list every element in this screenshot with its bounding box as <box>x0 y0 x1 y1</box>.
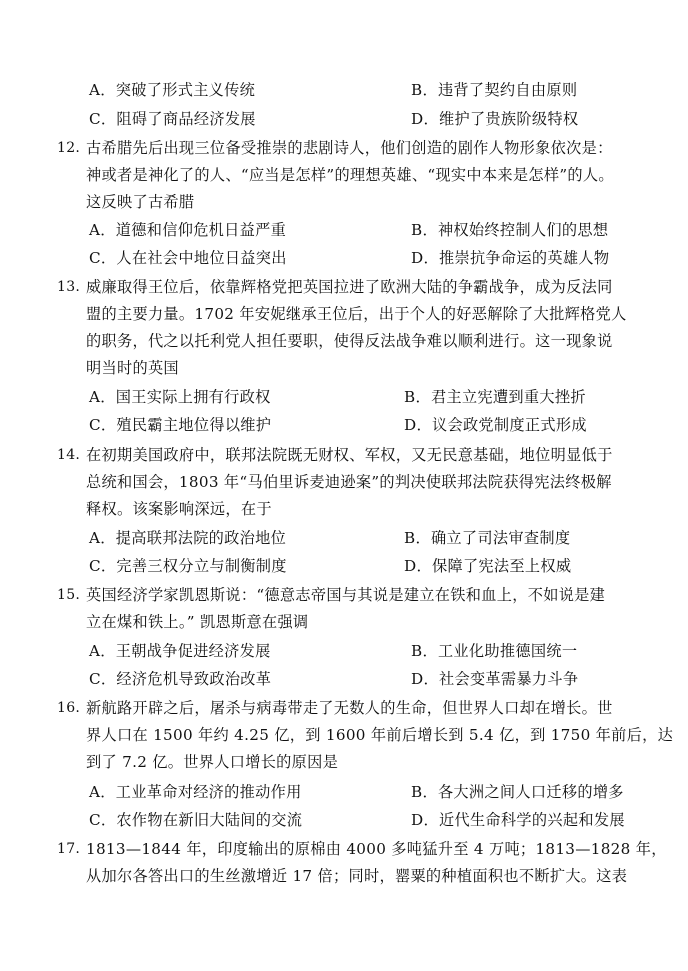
q12-option-b[interactable]: B．神权始终控制人们的思想 <box>411 221 609 239</box>
q15-option-c[interactable]: C．经济危机导致政治改革 <box>89 670 272 688</box>
q13-option-d[interactable]: D．议会政党制度正式形成 <box>404 416 587 434</box>
q12-stem-line-2: 神或者是神化了的人、“应当是怎样”的理想英雄、“现实中本来是怎样”的人。 <box>86 166 614 184</box>
q11-option-b[interactable]: B．违背了契约自由原则 <box>411 81 578 99</box>
q12-stem-line-3: 这反映了古希腊 <box>86 193 195 211</box>
q14-stem-line-1: 在初期美国政府中，联邦法院既无财权、军权，又无民意基础，地位明显低于 <box>86 446 613 464</box>
q14-option-c[interactable]: C．完善三权分立与制衡制度 <box>89 557 287 575</box>
q16-option-d[interactable]: D．近代生命科学的兴起和发展 <box>411 811 625 829</box>
q11-option-d[interactable]: D．维护了贵族阶级特权 <box>411 110 579 128</box>
q17-number: 17. <box>57 841 81 857</box>
q13-number: 13. <box>57 279 81 295</box>
q16-stem-line-1: 新航路开辟之后，屠杀与病毒带走了无数人的生命，但世界人口却在增长。世 <box>86 699 613 717</box>
q14-number: 14. <box>57 447 81 463</box>
q13-option-a[interactable]: A．国王实际上拥有行政权 <box>89 388 271 406</box>
q13-stem-line-4: 明当时的英国 <box>86 359 179 377</box>
q14-option-b[interactable]: B．确立了司法审查制度 <box>404 529 571 547</box>
q16-option-c[interactable]: C．农作物在新旧大陆间的交流 <box>89 811 303 829</box>
q15-option-b[interactable]: B．工业化助推德国统一 <box>411 642 578 660</box>
q15-stem-line-1: 英国经济学家凯恩斯说：“德意志帝国与其说是建立在铁和血上，不如说是建 <box>86 586 606 604</box>
q14-option-a[interactable]: A．提高联邦法院的政治地位 <box>89 529 287 547</box>
q16-stem-line-3: 到了 7.2 亿。世界人口增长的原因是 <box>86 753 339 771</box>
q14-option-d[interactable]: D．保障了宪法至上权威 <box>404 557 572 575</box>
q13-stem-line-3: 的职务，代之以托利党人担任要职，使得反法战争难以顺利进行。这一现象说 <box>86 332 613 350</box>
q15-number: 15. <box>57 587 81 603</box>
q16-number: 16. <box>57 700 81 716</box>
q13-option-c[interactable]: C．殖民霸主地位得以维护 <box>89 416 272 434</box>
q11-option-a[interactable]: A．突破了形式主义传统 <box>89 81 256 99</box>
q13-stem-line-2: 盟的主要力量。1702 年安妮继承王位后，出于个人的好恶解除了大批辉格党人 <box>86 305 627 323</box>
q12-number: 12. <box>57 140 81 156</box>
q12-option-a[interactable]: A．道德和信仰危机日益严重 <box>89 221 287 239</box>
q12-option-d[interactable]: D．推崇抗争命运的英雄人物 <box>411 249 610 267</box>
q16-stem-line-2: 界人口在 1500 年约 4.25 亿，到 1600 年前后增长到 5.4 亿，到 1750 年前后，达 <box>86 726 674 744</box>
q14-stem-line-3: 释权。该案影响深远，在于 <box>86 500 272 518</box>
q13-stem-line-1: 威廉取得王位后，依靠辉格党把英国拉进了欧洲大陆的争霸战争，成为反法同 <box>86 278 613 296</box>
q12-option-c[interactable]: C．人在社会中地位日益突出 <box>89 249 287 267</box>
q16-option-b[interactable]: B．各大洲之间人口迁移的增多 <box>411 783 624 801</box>
q17-stem-line-2: 从加尔各答出口的生丝激增近 17 倍；同时，罂粟的种植面积也不断扩大。这表 <box>86 867 628 885</box>
q12-stem-line-1: 古希腊先后出现三位备受推崇的悲剧诗人，他们创造的剧作人物形象依次是： <box>86 139 613 157</box>
q15-stem-line-2: 立在煤和铁上。” 凯恩斯意在强调 <box>86 613 309 631</box>
q13-option-b[interactable]: B．君主立宪遭到重大挫折 <box>404 388 586 406</box>
q11-option-c[interactable]: C．阻碍了商品经济发展 <box>89 110 256 128</box>
q15-option-a[interactable]: A．王朝战争促进经济发展 <box>89 642 271 660</box>
q14-stem-line-2: 总统和国会，1803 年“马伯里诉麦迪逊案”的判决使联邦法院获得宪法终极解 <box>86 473 612 491</box>
q16-option-a[interactable]: A．工业革命对经济的推动作用 <box>89 783 302 801</box>
q15-option-d[interactable]: D．社会变革需暴力斗争 <box>411 670 579 688</box>
q17-stem-line-1: 1813—1844 年，印度输出的原棉由 4000 多吨猛升至 4 万吨；1813—1828 年， <box>86 840 667 858</box>
